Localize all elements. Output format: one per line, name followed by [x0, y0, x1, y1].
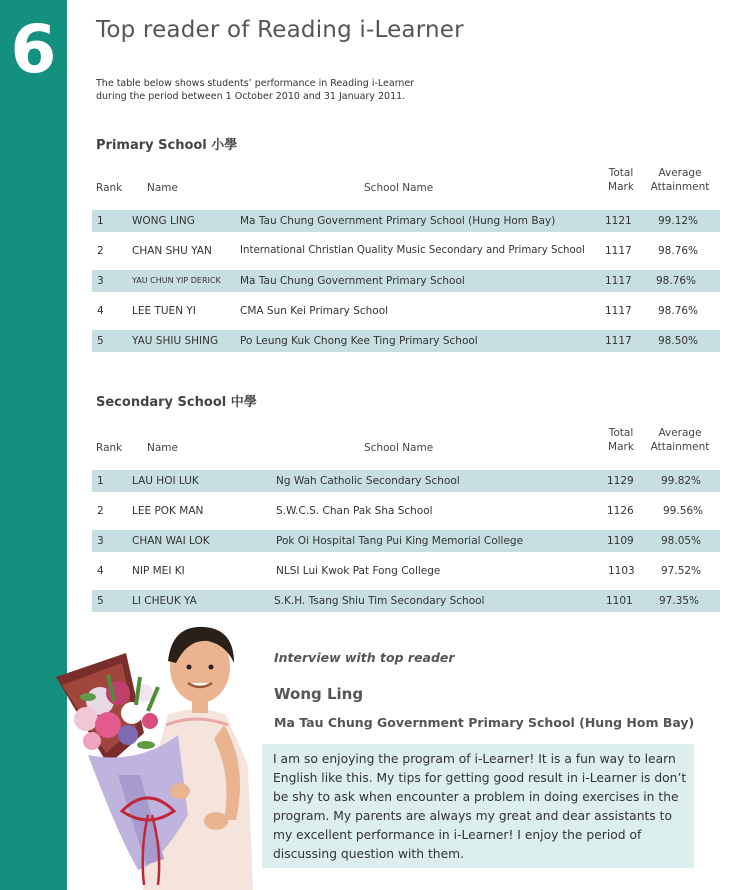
rank-cell: 3: [97, 275, 104, 287]
interview-label: Interview with top reader: [274, 650, 455, 665]
header-school: School Name: [364, 182, 434, 194]
header-total-line1: Total: [608, 167, 634, 179]
intro-text: [96, 77, 516, 103]
header-total-line2: Mark: [608, 441, 634, 453]
header-avg-line1: Average: [658, 167, 702, 179]
name-cell: YAU CHUN YIP DERICK: [132, 276, 221, 285]
school-cell: S.W.C.S. Chan Pak Sha School: [276, 505, 433, 517]
table-row: [92, 330, 720, 352]
school-cell: Pok Oi Hospital Tang Pui King Memorial College: [276, 535, 524, 547]
table-row: [92, 210, 720, 232]
table-row: [92, 240, 720, 262]
name-cell: WONG LING: [132, 215, 195, 227]
header-name: Name: [147, 182, 178, 194]
table-row: [92, 590, 720, 612]
name-cell: LAU HOI LUK: [132, 475, 199, 487]
table-row: [92, 500, 720, 522]
name-cell: YAU SHIU SHING: [132, 335, 219, 347]
header-rank: Rank: [96, 182, 123, 194]
intro-line-2: during the period between 1 October 2010 and 31 January 2011.: [96, 91, 406, 102]
rank-cell: 4: [97, 305, 104, 317]
header-total-line2: Mark: [608, 181, 634, 193]
avg-cell: 99.12%: [658, 215, 699, 227]
primary-heading: Primary School 小學: [96, 138, 238, 153]
rank-cell: 2: [97, 245, 104, 257]
table-row: [92, 270, 720, 292]
mark-cell: 1109: [607, 535, 634, 547]
school-cell: S.K.H. Tsang Shiu Tim Secondary School: [274, 595, 485, 607]
school-cell: CMA Sun Kei Primary School: [240, 305, 389, 317]
table-row: [92, 470, 720, 492]
table-row: [92, 560, 720, 582]
mark-cell: 1121: [605, 215, 632, 227]
rank-cell: 5: [97, 335, 104, 347]
avg-cell: 97.52%: [661, 565, 702, 577]
avg-cell: 98.76%: [658, 245, 699, 257]
mark-cell: 1117: [605, 305, 632, 317]
reader-school: Ma Tau Chung Government Primary School (Hung Hom Bay): [274, 715, 695, 730]
name-cell: LI CHEUK YA: [132, 595, 197, 607]
name-cell: CHAN SHU YAN: [132, 245, 212, 257]
mark-cell: 1129: [607, 475, 634, 487]
mark-cell: 1126: [607, 505, 634, 517]
header-total-line1: Total: [608, 427, 634, 439]
quote-box: [262, 744, 694, 868]
secondary-heading: Secondary School 中學: [96, 395, 257, 410]
avg-cell: 98.76%: [656, 275, 697, 287]
name-cell: CHAN WAI LOK: [132, 535, 210, 547]
mark-cell: 1103: [608, 565, 635, 577]
school-cell: Ma Tau Chung Government Primary School: [240, 275, 465, 287]
avg-cell: 98.76%: [658, 305, 699, 317]
header-average-attainment: [648, 426, 712, 454]
header-avg-line2: Attainment: [650, 181, 710, 193]
student-photo: [48, 615, 270, 890]
page-title: Top reader of Reading i-Learner: [96, 17, 464, 43]
header-total-mark: [603, 166, 639, 194]
school-cell: Ma Tau Chung Government Primary School (Hung Hom Bay): [240, 215, 556, 227]
intro-line-1: The table below shows students’ performance in Reading i-Learner: [96, 78, 415, 89]
name-cell: LEE POK MAN: [132, 505, 204, 517]
header-average-attainment: [648, 166, 712, 194]
mark-cell: 1117: [605, 245, 632, 257]
school-cell: Po Leung Kuk Chong Kee Ting Primary School: [240, 335, 478, 347]
rank-cell: 2: [97, 505, 104, 517]
avg-cell: 99.82%: [661, 475, 702, 487]
rank-cell: 5: [97, 595, 104, 607]
name-cell: LEE TUEN YI: [132, 305, 196, 317]
header-avg-line1: Average: [658, 427, 702, 439]
rank-cell: 3: [97, 535, 104, 547]
avg-cell: 97.35%: [659, 595, 700, 607]
mark-cell: 1117: [605, 275, 632, 287]
school-cell: NLSI Lui Kwok Pat Fong College: [276, 565, 441, 577]
avg-cell: 98.50%: [658, 335, 699, 347]
quote-text: I am so enjoying the program of i-Learner! It is a fun way to learn English like this. My tips for getting good result in i-Learner is don’t be shy to ask when encounter a problem in doing exercises in the program. My parents are always my great and dear assistants to my excellent performance in i-Learner! I enjoy the period of discussing question with them.: [273, 752, 687, 861]
mark-cell: 1101: [606, 595, 633, 607]
name-cell: NIP MEI KI: [132, 565, 185, 577]
avg-cell: 98.05%: [661, 535, 702, 547]
mark-cell: 1117: [605, 335, 632, 347]
table-row: [92, 300, 720, 322]
rank-cell: 1: [97, 475, 104, 487]
page-number: 6: [10, 11, 57, 88]
rank-cell: 4: [97, 565, 104, 577]
header-rank: Rank: [96, 442, 123, 454]
school-cell: International Christian Quality Music Secondary and Primary School: [240, 245, 585, 256]
avg-cell: 99.56%: [663, 505, 704, 517]
header-school: School Name: [364, 442, 434, 454]
header-name: Name: [147, 442, 178, 454]
header-avg-line2: Attainment: [650, 441, 710, 453]
rank-cell: 1: [97, 215, 104, 227]
reader-name: Wong Ling: [274, 685, 364, 703]
header-total-mark: [603, 426, 639, 454]
school-cell: Ng Wah Catholic Secondary School: [276, 475, 460, 487]
table-row: [92, 530, 720, 552]
